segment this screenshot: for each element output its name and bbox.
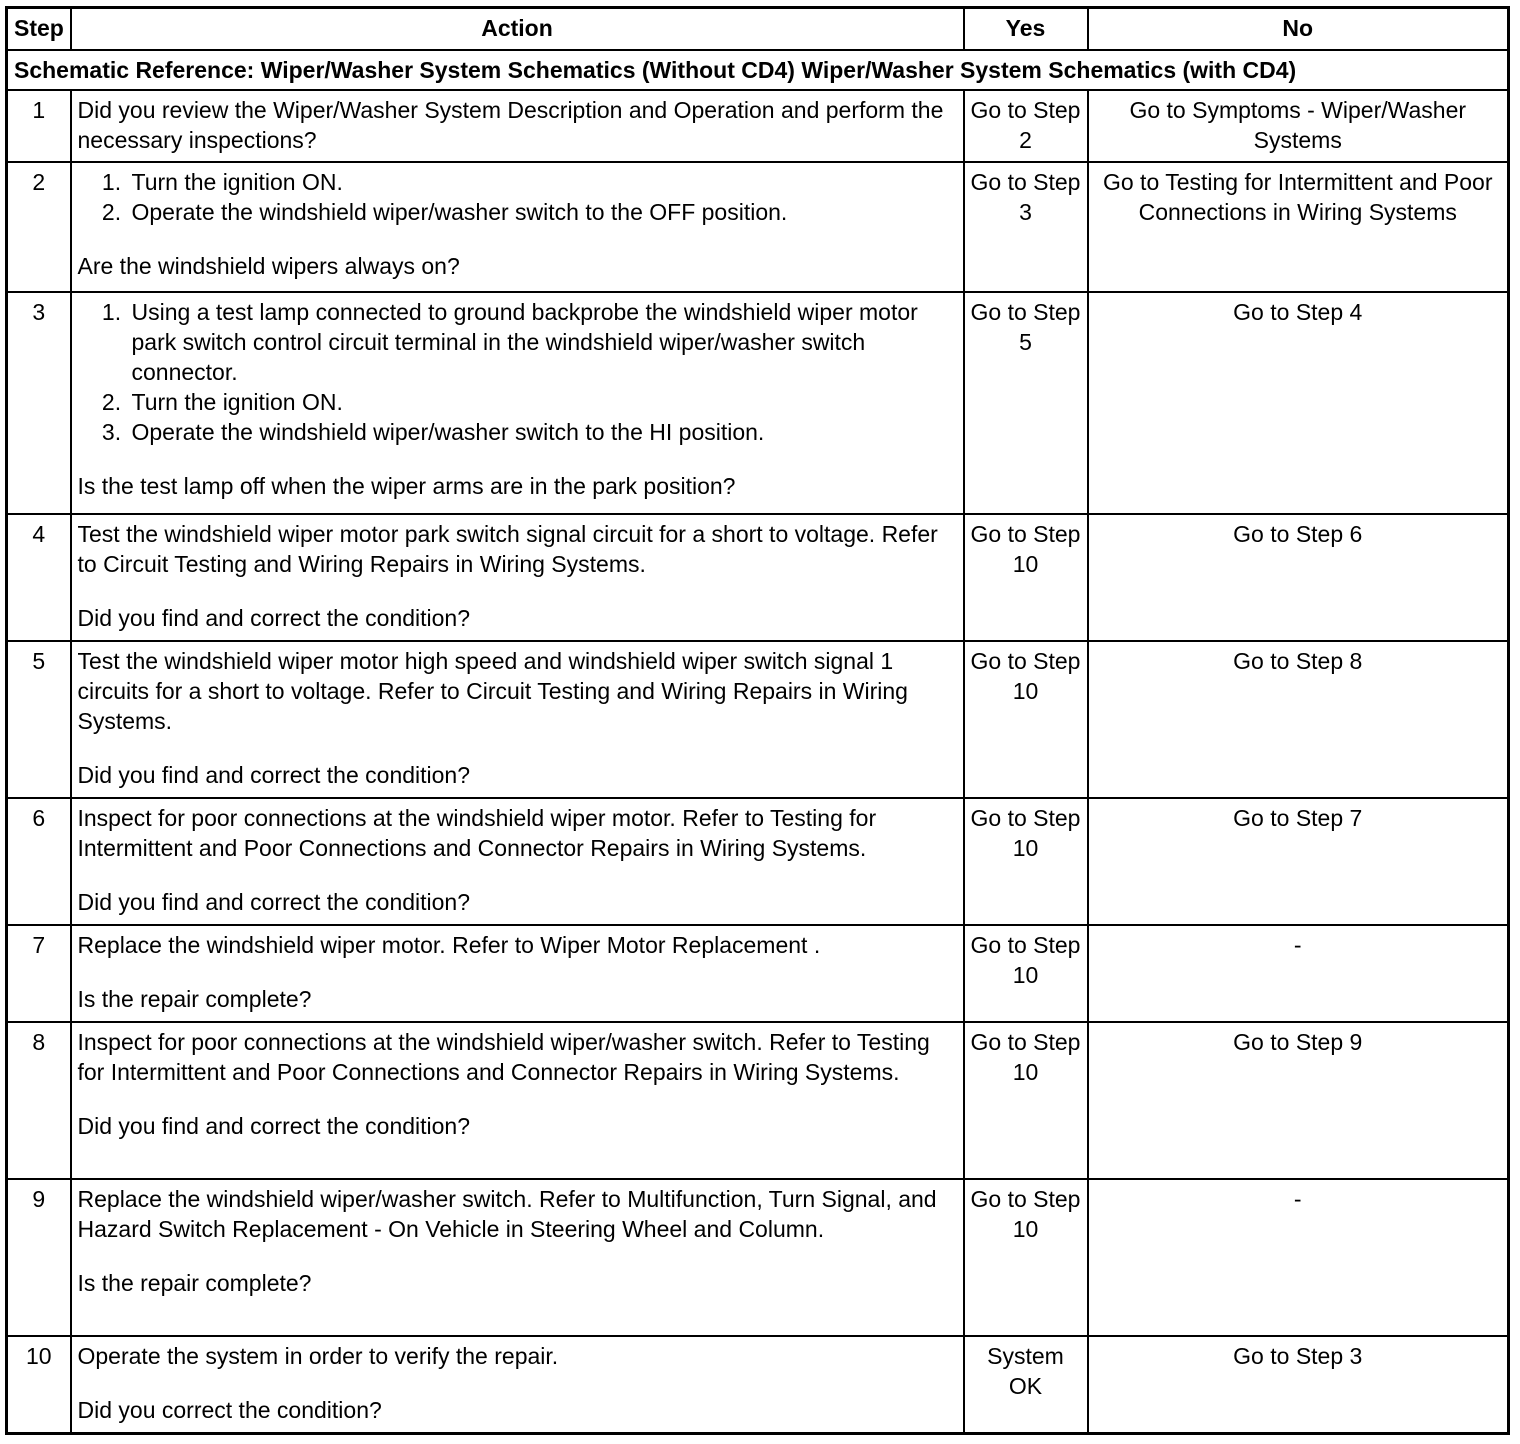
action-question: Did you find and correct the condition?: [77, 762, 471, 788]
action-text: Operate the system in order to verify the repair.: [77, 1343, 559, 1369]
yes-cell: Go to Step 3: [964, 162, 1088, 292]
no-cell: Go to Step 7: [1088, 798, 1509, 925]
action-question: Are the windshield wipers always on?: [77, 253, 460, 279]
no-cell: Go to Testing for Intermittent and Poor Connections in Wiring Systems: [1088, 162, 1509, 292]
step-number: 5: [7, 641, 71, 798]
yes-cell: Go to Step 10: [964, 798, 1088, 925]
no-cell: Go to Step 8: [1088, 641, 1509, 798]
table-row: [7, 1179, 1509, 1336]
action-step: 1. Turn the ignition ON.: [128, 167, 957, 197]
yes-cell: Go to Step 10: [964, 1179, 1088, 1336]
no-cell: Go to Step 9: [1088, 1022, 1509, 1179]
step-number: 9: [7, 1179, 71, 1336]
action-cell: [71, 514, 964, 641]
action-question: Is the repair complete?: [77, 1270, 312, 1296]
header-step: Step: [7, 8, 71, 51]
no-cell: Go to Step 3: [1088, 1336, 1509, 1433]
schematic-reference-row: [7, 50, 1509, 90]
table-row: [7, 1022, 1509, 1179]
action-step: 3. Operate the windshield wiper/washer switch to the HI position.: [128, 417, 957, 447]
table-row: [7, 1336, 1509, 1433]
action-cell: [71, 90, 964, 162]
yes-cell: Go to Step 10: [964, 1022, 1088, 1179]
table-row: [7, 925, 1509, 1022]
yes-cell: Go to Step 10: [964, 641, 1088, 798]
step-number: 7: [7, 925, 71, 1022]
no-cell: Go to Step 6: [1088, 514, 1509, 641]
action-step: 2. Operate the windshield wiper/washer switch to the OFF position.: [128, 197, 957, 227]
action-cell: [71, 1179, 964, 1336]
step-number: 1: [7, 90, 71, 162]
table-row: [7, 162, 1509, 292]
action-question: Is the test lamp off when the wiper arms are in the park position?: [77, 473, 736, 499]
action-cell: [71, 1022, 964, 1179]
action-question: Did you find and correct the condition?: [77, 605, 471, 631]
no-cell: -: [1088, 1179, 1509, 1336]
action-text: Test the windshield wiper motor park switch signal circuit for a short to voltage. Refer to Circuit Testing and Wiring Repairs in Wiring Systems.: [77, 521, 938, 577]
diagnostic-table: [5, 6, 1510, 1435]
header-yes: Yes: [964, 8, 1088, 51]
action-cell: [71, 798, 964, 925]
action-text: Replace the windshield wiper/washer switch. Refer to Multifunction, Turn Signal, and Hazard Switch Replacement - On Vehicle in Steering Wheel and Column.: [77, 1186, 937, 1242]
yes-cell: Go to Step 5: [964, 292, 1088, 514]
no-cell: Go to Symptoms - Wiper/Washer Systems: [1088, 90, 1509, 162]
yes-cell: System OK: [964, 1336, 1088, 1433]
step-number: 2: [7, 162, 71, 292]
table-row: [7, 798, 1509, 925]
step-number: 10: [7, 1336, 71, 1433]
header-row: [7, 8, 1509, 51]
action-text: Inspect for poor connections at the windshield wiper motor. Refer to Testing for Intermittent and Poor Connections and Connector Repairs in Wiring Systems.: [77, 805, 877, 861]
schematic-reference: Schematic Reference: Wiper/Washer System Schematics (Without CD4) Wiper/Washer System Schematics (with CD4): [7, 50, 1509, 90]
step-number: 3: [7, 292, 71, 514]
action-question: Did you find and correct the condition?: [77, 1113, 471, 1139]
no-cell: -: [1088, 925, 1509, 1022]
action-steps-list: [78, 297, 957, 447]
step-number: 4: [7, 514, 71, 641]
no-cell: Go to Step 4: [1088, 292, 1509, 514]
action-question: Did you correct the condition?: [77, 1397, 382, 1423]
action-question: Did you find and correct the condition?: [77, 889, 471, 915]
action-cell: [71, 162, 964, 292]
action-cell: [71, 292, 964, 514]
header-action: Action: [71, 8, 964, 51]
action-text: Replace the windshield wiper motor. Refer to Wiper Motor Replacement .: [77, 932, 821, 958]
step-number: 8: [7, 1022, 71, 1179]
action-cell: [71, 641, 964, 798]
yes-cell: Go to Step 10: [964, 514, 1088, 641]
table-row: [7, 514, 1509, 641]
header-no: No: [1088, 8, 1509, 51]
yes-cell: Go to Step 10: [964, 925, 1088, 1022]
table-row: [7, 641, 1509, 798]
action-cell: [71, 925, 964, 1022]
action-text: Did you review the Wiper/Washer System Description and Operation and perform the necessary inspections?: [77, 97, 944, 153]
yes-cell: Go to Step 2: [964, 90, 1088, 162]
action-text: Inspect for poor connections at the windshield wiper/washer switch. Refer to Testing for Intermittent and Poor Connections and Connector Repairs in Wiring Systems.: [77, 1029, 930, 1085]
action-step: 2. Turn the ignition ON.: [128, 387, 957, 417]
table-row: [7, 90, 1509, 162]
action-steps-list: [78, 167, 957, 227]
step-number: 6: [7, 798, 71, 925]
table-row: [7, 292, 1509, 514]
action-step: 1. Using a test lamp connected to ground backprobe the windshield wiper motor park switch control circuit terminal in the windshield wiper/washer switch connector.: [128, 297, 957, 387]
action-question: Is the repair complete?: [77, 986, 312, 1012]
action-cell: [71, 1336, 964, 1433]
action-text: Test the windshield wiper motor high speed and windshield wiper switch signal 1 circuits for a short to voltage. Refer to Circuit Testing and Wiring Repairs in Wiring Systems.: [77, 648, 908, 734]
